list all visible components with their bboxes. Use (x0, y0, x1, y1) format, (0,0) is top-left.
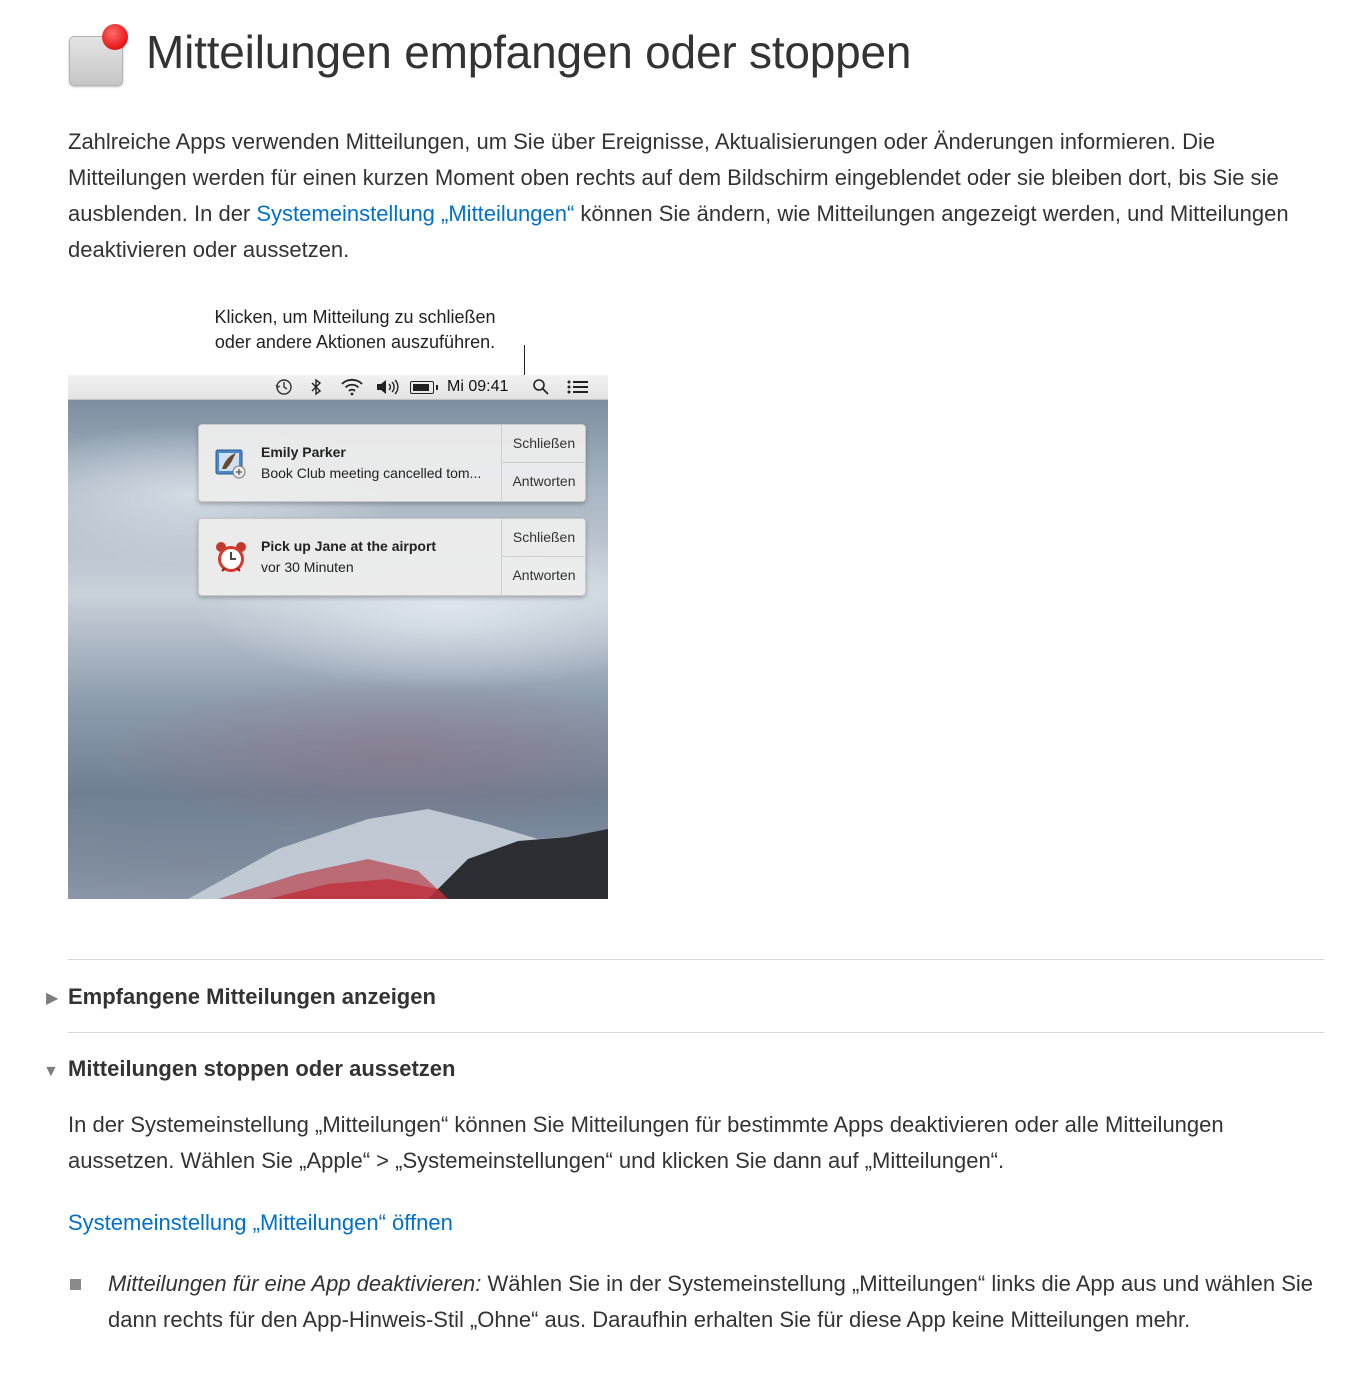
notification-reminder[interactable] (198, 518, 586, 596)
section-heading-view-notifications[interactable]: Empfangene Mitteilungen anzeigen (68, 984, 436, 1009)
notification-mail[interactable] (198, 424, 586, 502)
reply-button[interactable]: Antworten (502, 556, 586, 594)
close-button[interactable]: Schließen (512, 529, 576, 545)
wifi-icon[interactable] (338, 375, 366, 399)
notification-body: vor 30 Minuten (261, 559, 354, 575)
menubar-clock[interactable]: Mi 09:41 (447, 378, 509, 395)
section-divider (68, 959, 1324, 960)
time-machine-icon[interactable] (272, 375, 296, 399)
bullet-item: Mitteilungen für eine App deaktivieren: Wählen Sie in der Systemeinstellung „Mitteilungen“ links die App aus und wählen Sie dann rechts für den App-Hinweis-Stil „Ohne“ aus. Daraufhin erhalten Sie für diese App keine Mitteilungen mehr. (108, 1271, 1313, 1332)
notification-title: Emily Parker (261, 444, 346, 460)
desktop-screenshot (68, 375, 608, 899)
bluetooth-icon[interactable] (308, 375, 324, 399)
volume-icon[interactable] (374, 375, 402, 399)
page-title: Mitteilungen empfangen oder stoppen (146, 26, 912, 78)
disclosure-down-icon[interactable]: ▼ (43, 1063, 59, 1080)
alarm-clock-icon (213, 539, 249, 575)
open-notifications-settings-link[interactable]: Systemeinstellung „Mitteilungen“ öffnen (68, 1210, 453, 1235)
mountain-range (68, 779, 608, 899)
intro-paragraph: Zahlreiche Apps verwenden Mitteilungen, um Sie über Ereignisse, Aktualisierungen oder Änderungen informieren. Die Mitteilungen werden für einen kurzen Moment oben rechts auf dem Bildschirm eingeblendet oder sie bleiben dort, bis Sie sie ausblenden. In der Systemeinstellung „Mitteilungen“ können Sie ändern, wie Mitteilungen angezeigt werden, und Mitteilungen deaktivieren oder aussetzen. (68, 129, 1289, 262)
section-divider (68, 1032, 1324, 1033)
battery-icon[interactable] (410, 381, 434, 394)
notifications-settings-link[interactable]: Systemeinstellung „Mitteilungen“ (256, 201, 575, 226)
section-paragraph: In der Systemeinstellung „Mitteilungen“ können Sie Mitteilungen für bestimmte Apps deaktivieren oder alle Mitteilungen aussetzen. Wählen Sie „Apple“ > „Systemeinstellungen“ und klicken Sie dann auf „Mitteilungen“. (68, 1112, 1224, 1173)
notifications-app-icon (68, 30, 124, 84)
figure-callout: Klicken, um Mitteilung zu schließen oder andere Aktionen auszuführen. (214, 307, 496, 352)
spotlight-icon[interactable] (530, 375, 552, 399)
notification-center-icon[interactable] (566, 375, 590, 399)
reply-button[interactable]: Antworten (502, 462, 586, 500)
bullet-marker (70, 1279, 81, 1290)
section-heading-stop-notifications[interactable]: Mitteilungen stoppen oder aussetzen (68, 1056, 456, 1081)
notification-title: Pick up Jane at the airport (261, 538, 437, 554)
disclosure-right-icon[interactable]: ▶ (46, 990, 59, 1007)
menu-bar (68, 375, 608, 400)
mail-icon (213, 445, 249, 481)
close-button[interactable]: Schließen (512, 435, 576, 451)
notification-body: Book Club meeting cancelled tom... (261, 465, 482, 481)
